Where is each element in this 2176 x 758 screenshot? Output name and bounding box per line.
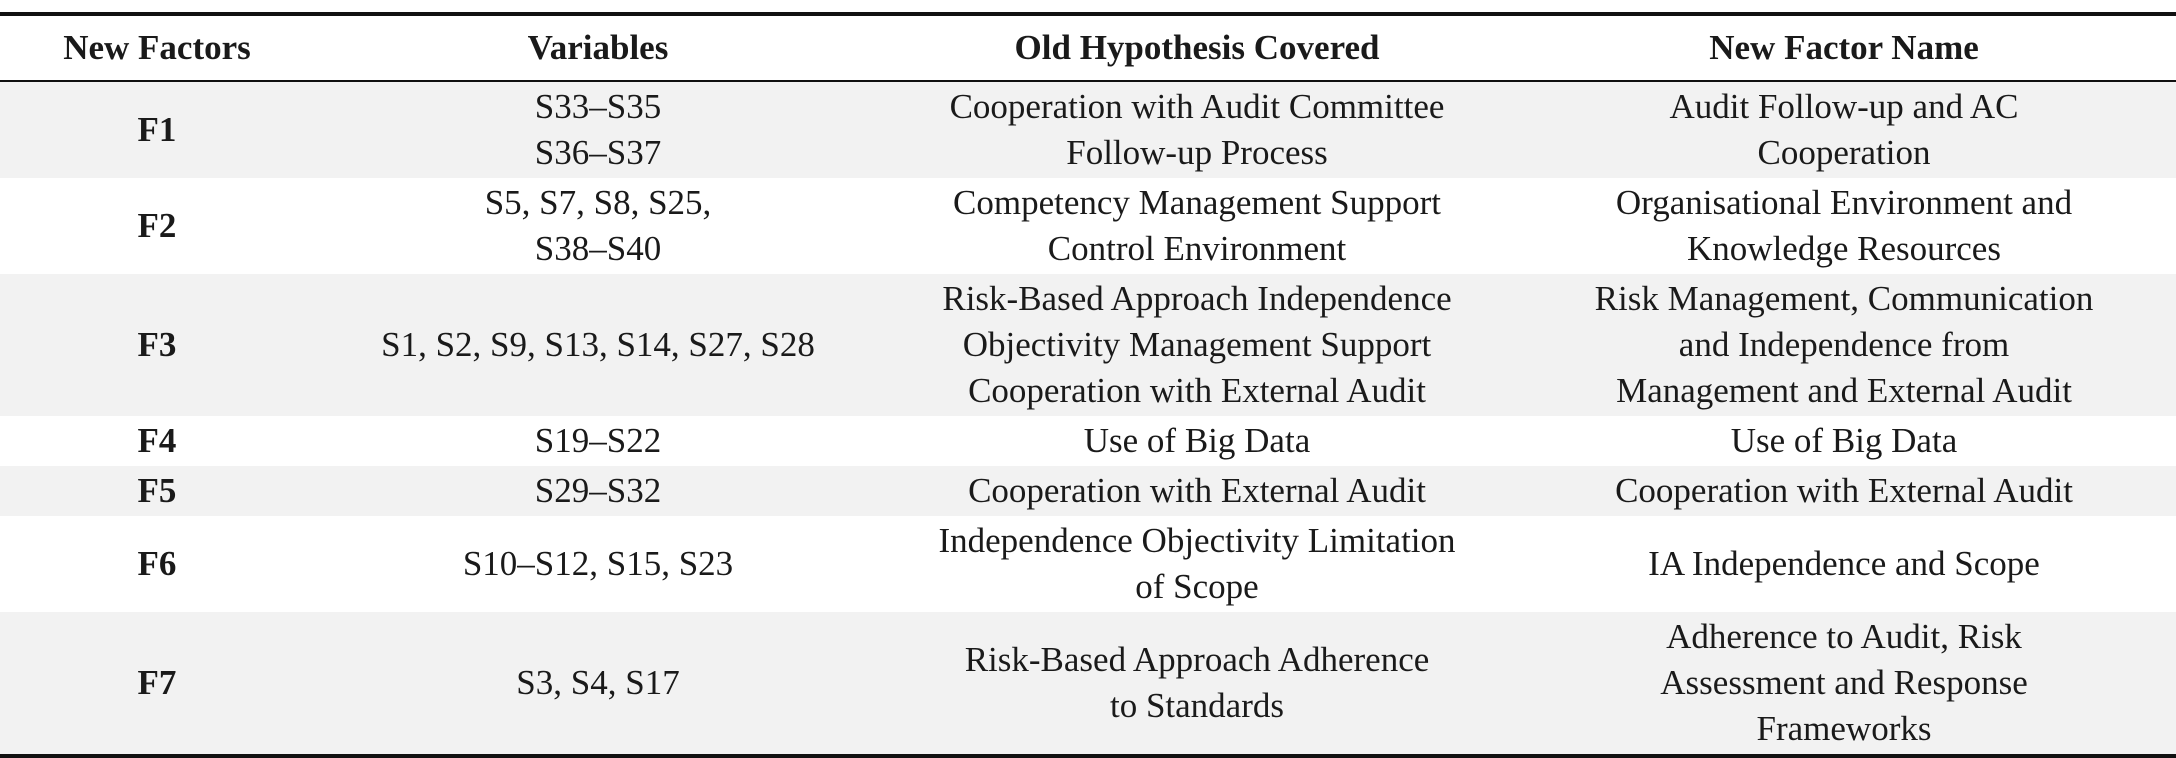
cell-line: S29–S32 — [534, 471, 662, 510]
cell-new-factor-name — [1512, 466, 2176, 516]
cell-line: Competency Management Support — [953, 183, 1441, 222]
header-new-factor-name: New Factor Name — [1709, 28, 1979, 67]
cell-line: Control Environment — [1047, 229, 1347, 268]
table-row — [0, 178, 2176, 274]
cell-factor: F6 — [137, 544, 177, 583]
cell-line: Use of Big Data — [1730, 421, 1958, 460]
cell-old-hypothesis — [882, 466, 1512, 516]
cell-variables — [314, 178, 882, 274]
cell-line: Objectivity Management Support — [962, 325, 1432, 364]
cell-old-hypothesis — [882, 178, 1512, 274]
cell-line: Cooperation with External Audit — [968, 471, 1426, 510]
header-new-factors: New Factors — [63, 28, 251, 67]
cell-variables — [314, 466, 882, 516]
table-row — [0, 81, 2176, 178]
cell-line: Risk-Based Approach Independence — [942, 279, 1452, 318]
header-row — [0, 14, 2176, 81]
cell-line: Adherence to Audit, Risk — [1666, 617, 2022, 656]
cell-line: Knowledge Resources — [1687, 229, 2001, 268]
cell-line: Audit Follow-up and AC — [1669, 87, 2019, 126]
cell-line: S10–S12, S15, S23 — [462, 544, 734, 583]
cell-line: Cooperation — [1757, 133, 1931, 172]
cell-factor: F5 — [0, 466, 314, 516]
cell-line: Risk Management, Communication — [1594, 279, 2094, 318]
factor-table-container — [0, 12, 2176, 758]
cell-old-hypothesis — [882, 81, 1512, 178]
cell-new-factor-name — [1512, 274, 2176, 416]
cell-variables — [314, 274, 882, 416]
cell-line: Assessment and Response — [1660, 663, 2028, 702]
cell-line: and Independence from — [1678, 325, 2010, 364]
table-row — [0, 416, 2176, 466]
cell-line: Use of Big Data — [1083, 421, 1311, 460]
cell-line: Cooperation with External Audit — [968, 371, 1426, 410]
cell-line: Risk-Based Approach Adherence — [964, 640, 1430, 679]
cell-old-hypothesis — [882, 416, 1512, 466]
cell-variables — [314, 516, 882, 612]
cell-new-factor-name — [1512, 612, 2176, 756]
cell-factor: F3 — [0, 274, 314, 416]
cell-factor: F1 — [0, 81, 314, 178]
cell-factor: F7 — [0, 612, 314, 756]
cell-line: IA Independence and Scope — [1648, 544, 2040, 583]
cell-line: Organisational Environment and — [1615, 183, 2073, 222]
header-old-hypothesis: Old Hypothesis Covered — [1014, 28, 1380, 67]
cell-new-factor-name — [1512, 416, 2176, 466]
cell-line: Independence Objectivity Limitation — [938, 521, 1456, 560]
cell-old-hypothesis — [882, 516, 1512, 612]
cell-old-hypothesis — [882, 612, 1512, 756]
cell-factor: F4 — [137, 421, 177, 460]
table-header — [0, 14, 2176, 81]
cell-line: Frameworks — [1756, 709, 1932, 748]
cell-line: Follow-up Process — [1066, 133, 1328, 172]
table-row — [0, 466, 2176, 516]
cell-line: S36–S37 — [534, 133, 662, 172]
cell-factor: F2 — [137, 206, 177, 245]
cell-line: S33–S35 — [534, 87, 662, 126]
cell-line: Cooperation with Audit Committee — [949, 87, 1445, 126]
cell-line: Management and External Audit — [1616, 371, 2072, 410]
cell-new-factor-name — [1512, 178, 2176, 274]
cell-line: Cooperation with External Audit — [1615, 471, 2073, 510]
cell-new-factor-name — [1512, 81, 2176, 178]
factor-table — [0, 12, 2176, 758]
cell-new-factor-name — [1512, 516, 2176, 612]
cell-variables — [314, 81, 882, 178]
table-body — [0, 81, 2176, 756]
header-variables: Variables — [527, 28, 669, 67]
table-row — [0, 516, 2176, 612]
cell-variables — [314, 612, 882, 756]
cell-line: S3, S4, S17 — [516, 663, 680, 702]
cell-line: to Standards — [1109, 686, 1284, 725]
table-row — [0, 274, 2176, 416]
cell-line: S5, S7, S8, S25, — [484, 183, 712, 222]
table-row — [0, 612, 2176, 756]
cell-variables — [314, 416, 882, 466]
cell-line: S19–S22 — [534, 421, 662, 460]
cell-line: S38–S40 — [534, 229, 662, 268]
cell-line: of Scope — [1135, 567, 1259, 606]
cell-old-hypothesis — [882, 274, 1512, 416]
cell-line: S1, S2, S9, S13, S14, S27, S28 — [381, 325, 815, 364]
